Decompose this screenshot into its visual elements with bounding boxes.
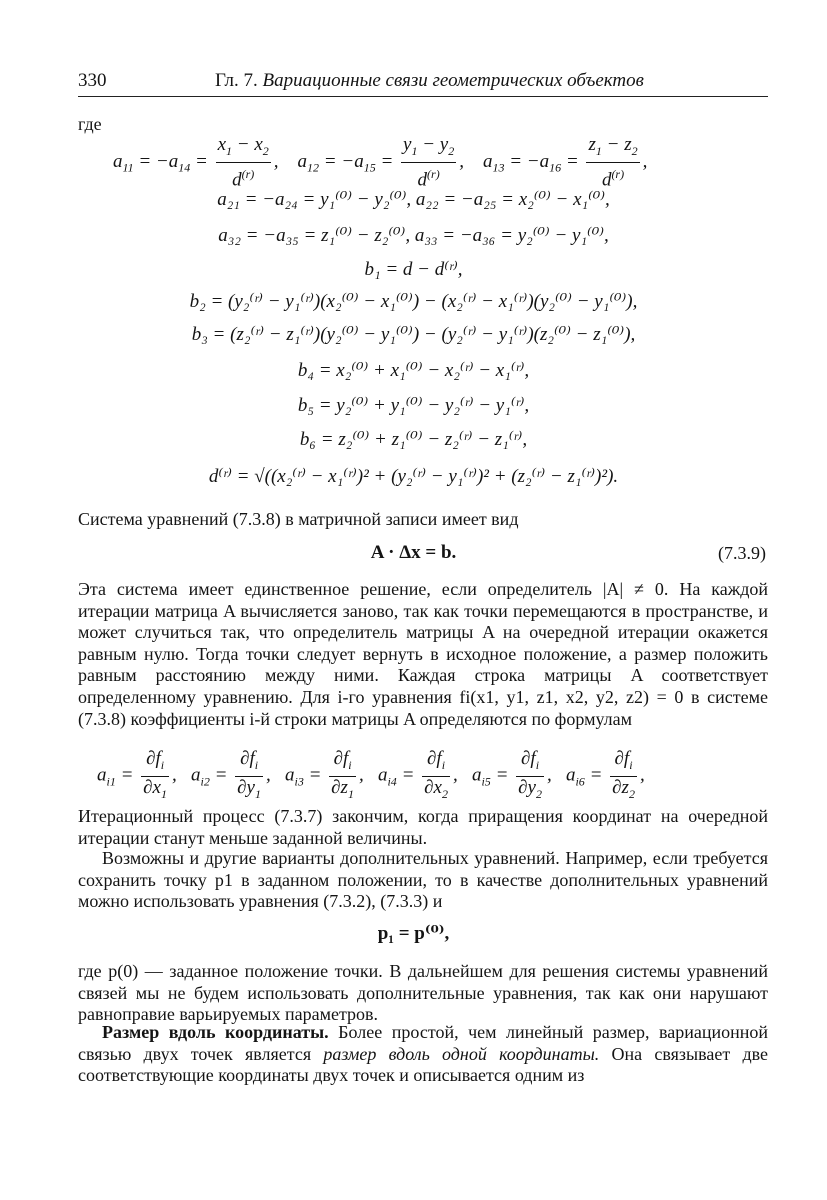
equation-a-row1: $a_{11} = -a_{14}$ = $\frac{x_1 - x_2}{d^{(r)}}$ , $a_{12} = -a_{15}$ = $\frac{y_1 - y_2}{d^{(r)}}$ , $a_{13} = -a_{16}$ = $\frac{z_1 - z_2}{d^{(r)}}$ , xyxy=(113,134,648,191)
section-heading-size: Размер вдоль координаты. xyxy=(102,1022,329,1042)
equation-b5 xyxy=(0,394,827,417)
paragraph-system: Система уравнений (7.3.8) в матричной записи имеет вид xyxy=(78,509,519,529)
a-row3-text: a₃₂ = −a₃₅ = z₁⁽⁰⁾ − z₂⁽⁰⁾, a₃₃ = −a₃₆ = y₂⁽⁰⁾ − y₁⁽⁰⁾, xyxy=(218,225,609,246)
intro-word: где xyxy=(78,114,102,134)
b1-text: b₁ = d − d⁽ʳ⁾, xyxy=(364,259,463,280)
size-text-2: Она связывает две соответствующие координаты двух точек и описывается одним из xyxy=(78,1043,768,1086)
p1-text: p₁ = p⁽⁰⁾, xyxy=(377,923,450,944)
equation-b2 xyxy=(0,290,827,313)
running-header xyxy=(215,70,644,92)
paragraph-unique-solution: Эта система имеет единственное решение, если определитель |A| ≠ 0. На каждой итерации матрица A вычисляется заново, так как точки перемещаются в пространстве, и может случиться так, что определитель матрицы A на очередной итерации окажется равным нулю. Тогда точки следует вернуть в исходное положение, а размер положить равным расстоянию между ними. Каждая строка матрицы A соответствует определенному уравнению. Для i-го уравнения fi(x1, y1, z1, x2, y2, z2) = 0 в системе (7.3.8) коэффициенты i-й строки матрицы A определяются по формулам xyxy=(78,579,769,729)
equation-b1 xyxy=(0,258,827,281)
size-term-italic: размер вдоль одной координаты. xyxy=(323,1043,600,1064)
page-number: 330 xyxy=(78,70,107,91)
equation-b3 xyxy=(0,323,827,346)
equation-b6 xyxy=(0,428,827,451)
equation-number: (7.3.9) xyxy=(718,543,766,563)
equation-partials: $a_{i1}$ = $\frac{\partial f_i}{\partial x_1}$ , $a_{i2}$ = $\frac{\partial f_i}{\partial y_1}$ , $a_{i3}$ = $\frac{\partial f_i}{\partial z_1}$ , $a_{i4}$ = $\frac{\partial f_i}{\partial x_2}$ , $a_{i5}$ = $\frac{\partial f_i}{\partial y_2}$ , $a_{i6}$ = $\frac{\partial f_i}{\partial z_2}$ , xyxy=(97,748,645,801)
b6-text: b₆ = z₂⁽⁰⁾ + z₁⁽⁰⁾ − z₂⁽ʳ⁾ − z₁⁽ʳ⁾, xyxy=(299,429,528,450)
equation-b4 xyxy=(0,359,827,382)
equation-a-row3 xyxy=(0,224,827,247)
b4-text: b₄ = x₂⁽⁰⁾ + x₁⁽⁰⁾ − x₂⁽ʳ⁾ − x₁⁽ʳ⁾, xyxy=(297,360,530,381)
paragraph-size-coordinate xyxy=(78,1022,768,1087)
equation-d-r xyxy=(0,465,827,488)
a-row2-text: a₂₁ = −a₂₄ = y₁⁽⁰⁾ − y₂⁽⁰⁾, a₂₂ = −a₂₅ = x₂⁽⁰⁾ − x₁⁽⁰⁾, xyxy=(217,189,610,210)
matrix-eq-text: A · Δx = b. xyxy=(370,542,457,563)
paragraph-variants: Возможны и другие варианты дополнительных уравнений. Например, если требуется сохранить точку p1 в заданном положении, то в качестве дополнительных уравнений можно использовать уравнения (7.3.2), (7.3.3) и xyxy=(78,848,768,912)
d-r-text: d⁽ʳ⁾ = √((x₂⁽ʳ⁾ − x₁⁽ʳ⁾)² + (y₂⁽ʳ⁾ − y₁⁽ʳ⁾)² + (z₂⁽ʳ⁾ − z₁⁽ʳ⁾)²). xyxy=(208,466,619,487)
size-text-1: Более простой, чем линейный размер, вариационной связью двух точек является xyxy=(78,1022,768,1064)
paragraph-where: где p(0) — заданное положение точки. В дальнейшем для решения системы уравнений связей мы не будем использовать дополнительные уравнения, так как они нарушают равноправие варьируемых параметров. xyxy=(78,961,768,1025)
b2-text: b₂ = (y₂⁽ʳ⁾ − y₁⁽ʳ⁾)(x₂⁽⁰⁾ − x₁⁽⁰⁾) − (x₂⁽ʳ⁾ − x₁⁽ʳ⁾)(y₂⁽⁰⁾ − y₁⁽⁰⁾), xyxy=(189,291,638,312)
equation-a-row2 xyxy=(0,188,827,211)
b5-text: b₅ = y₂⁽⁰⁾ + y₁⁽⁰⁾ − y₂⁽ʳ⁾ − y₁⁽ʳ⁾, xyxy=(297,395,530,416)
equation-matrix xyxy=(0,542,827,564)
paragraph-iteration: Итерационный процесс (7.3.7) закончим, когда приращения координат на очередной итерации станут меньше заданной величины. xyxy=(78,806,768,848)
header-rule xyxy=(78,96,768,97)
chapter-label: Гл. 7. xyxy=(215,70,258,91)
chapter-title: Вариационные связи геометрических объектов xyxy=(262,70,644,91)
b3-text: b₃ = (z₂⁽ʳ⁾ − z₁⁽ʳ⁾)(y₂⁽⁰⁾ − y₁⁽⁰⁾) − (y₂⁽ʳ⁾ − y₁⁽ʳ⁾)(z₂⁽⁰⁾ − z₁⁽⁰⁾), xyxy=(191,324,636,345)
equation-p1 xyxy=(0,922,827,945)
